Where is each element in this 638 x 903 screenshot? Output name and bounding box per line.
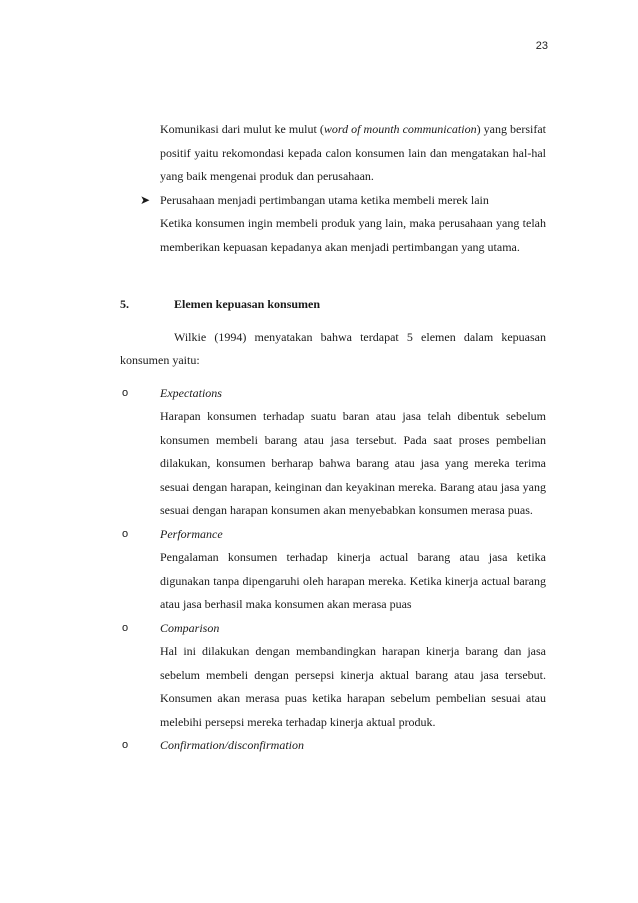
element-item xyxy=(0,523,638,617)
arrow-bullet-item xyxy=(140,189,546,213)
element-title-row xyxy=(122,382,546,406)
element-title: Performance xyxy=(160,526,223,541)
intro-paragraph xyxy=(160,118,546,189)
arrow-bullet-icon: ➤ xyxy=(140,192,151,207)
document-body xyxy=(0,118,638,758)
section-intro: Wilkie (1994) menyatakan bahwa terdapat 5 elemen dalam kepuasan konsumen yaitu: xyxy=(120,329,546,367)
element-title-row xyxy=(122,734,546,758)
intro-text-a: Komunikasi dari mulut ke mulut ( xyxy=(160,122,324,136)
section-title: Elemen kepuasan konsumen xyxy=(174,297,321,311)
element-title: Expectations xyxy=(160,385,222,400)
circle-bullet-icon: o xyxy=(122,621,129,634)
circle-bullet-icon: o xyxy=(122,527,129,540)
section-number: 5. xyxy=(120,297,129,311)
arrow-bullet-text: Perusahaan menjadi pertimbangan utama ketika membeli merek lain xyxy=(160,192,489,207)
page-number: 23 xyxy=(535,40,548,52)
element-title: Comparison xyxy=(160,620,220,635)
element-text: Harapan konsumen terhadap suatu baran atau jasa telah dibentuk sebelum konsumen membeli barang atau jasa tersebut. Pada saat proses pembelian dilakukan, konsumen berharap bahwa barang atau jasa yang mereka terima sesuai dengan harapan, keinginan dan keyakinan mereka. Barang atau jasa yang sesuai dengan harapan konsumen akan menyebabkan konsumen merasa puas. xyxy=(160,409,546,517)
intro-text-italic: word of mounth communication xyxy=(323,122,477,136)
section-heading xyxy=(120,293,546,317)
element-title-row xyxy=(122,617,546,641)
intro-text-b: ) yang bersifat positif yaitu rekomondasi kepada calon konsumen lain dan mengatakan hal-hal yang baik mengenai produk dan perusahaan. xyxy=(160,122,546,183)
element-text: Pengalaman konsumen terhadap kinerja actual barang atau jasa ketika digunakan tanpa dipengaruhi oleh harapan mereka. Ketika kinerja actual barang atau jasa berhasil maka konsumen akan merasa puas xyxy=(160,550,546,611)
element-title-row xyxy=(122,523,546,547)
circle-bullet-icon: o xyxy=(122,739,129,751)
element-item xyxy=(0,734,638,758)
circle-bullet-icon: o xyxy=(122,386,129,399)
element-item xyxy=(0,617,638,735)
bullet-paragraph: Ketika konsumen ingin membeli produk yang lain, maka perusahaan yang telah memberikan kepuasan kepadanya akan menjadi pertimbangan yang utama. xyxy=(160,216,546,254)
element-text: Hal ini dilakukan dengan membandingkan harapan kinerja barang dan jasa sebelum membeli dengan persepsi kinerja aktual barang atau jasa tersebut. Konsumen akan merasa puas ketika harapan sebelum pembelian sesuai atau melebihi persepsi mereka terhadap kinerja aktual produk. xyxy=(160,644,546,729)
element-title: Confirmation/disconfirmation xyxy=(160,738,305,752)
element-item xyxy=(0,382,638,523)
